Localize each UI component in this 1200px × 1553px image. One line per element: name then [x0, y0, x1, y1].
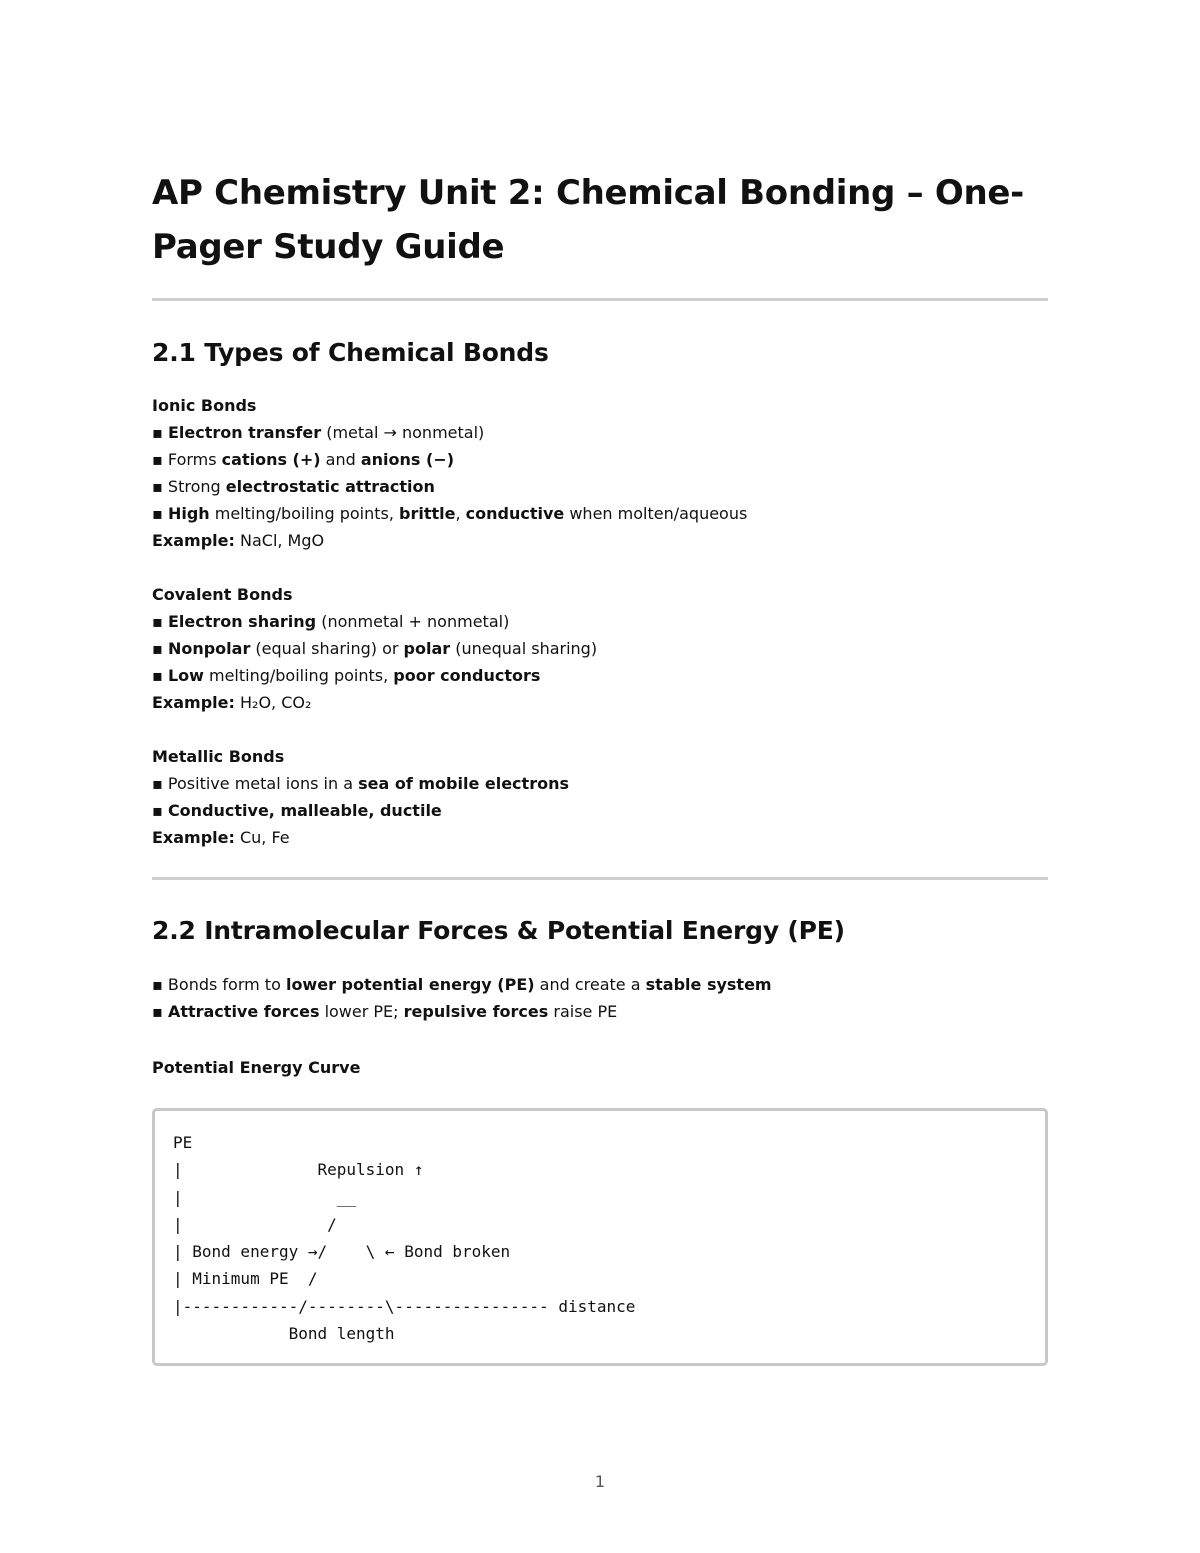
text-run: NaCl, MgO [234, 531, 325, 550]
bold-text: Example: [152, 828, 235, 847]
bold-text: Electron transfer [167, 423, 322, 442]
ionic-bonds-block [152, 392, 1032, 554]
bold-text: Low [167, 666, 204, 685]
text-line [152, 500, 1032, 527]
metallic-bonds-heading: Metallic Bonds [152, 747, 285, 766]
text-line [152, 446, 1032, 473]
text-run: ▪ [152, 639, 168, 658]
text-run: ▪ [152, 801, 168, 820]
text-run: ▪ [152, 423, 168, 442]
text-line [152, 998, 1032, 1025]
text-line [152, 662, 1032, 689]
text-run: ▪ Strong [152, 477, 226, 496]
text-run: , [455, 504, 466, 523]
pe-curve-ascii-diagram: PE | Repulsion ↑ | __ | / | Bond energy →/ \ ← Bond broken | Minimum PE / |------------/--------\---------------- distance Bond length [173, 1133, 636, 1344]
text-run: when molten/aqueous [564, 504, 748, 523]
bold-text: electrostatic attraction [225, 477, 435, 496]
bold-text: repulsive forces [403, 1002, 549, 1021]
bold-text: High [167, 504, 210, 523]
bold-text: lower potential energy (PE) [285, 975, 535, 994]
bold-text: anions (−) [360, 450, 455, 469]
bold-text: polar [403, 639, 451, 658]
text-line [152, 473, 1032, 500]
bold-text: sea of mobile electrons [358, 774, 569, 793]
text-run: (equal sharing) or [250, 639, 404, 658]
bold-text: Electron sharing [167, 612, 317, 631]
bold-text: Conductive, malleable, ductile [167, 801, 442, 820]
text-line [152, 797, 1032, 824]
text-run: ▪ Bonds form to [152, 975, 286, 994]
text-run: ▪ Forms [152, 450, 222, 469]
section-heading-intramolecular-forces: 2.2 Intramolecular Forces & Potential Energy (PE) [152, 916, 845, 945]
pe-curve-code-block [152, 1108, 1048, 1366]
document-title: AP Chemistry Unit 2: Chemical Bonding – One-Pager Study Guide [152, 173, 1024, 267]
text-line [152, 527, 1032, 554]
text-run: ▪ [152, 666, 168, 685]
text-run: (unequal sharing) [450, 639, 598, 658]
text-line [152, 689, 1032, 716]
text-run: ▪ Positive metal ions in a [152, 774, 359, 793]
pe-curve-heading: Potential Energy Curve [152, 1058, 361, 1077]
covalent-bonds-block [152, 581, 1032, 716]
bold-text: brittle [399, 504, 456, 523]
covalent-bonds-lines [152, 608, 1032, 716]
section-heading-types-of-bonds: 2.1 Types of Chemical Bonds [152, 338, 549, 367]
text-run: raise PE [548, 1002, 618, 1021]
page-number: 1 [594, 1472, 606, 1491]
bold-text: conductive [465, 504, 565, 523]
bold-text: Example: [152, 531, 235, 550]
bold-text: Example: [152, 693, 235, 712]
pe-bullets-block [152, 971, 1032, 1025]
bold-text: stable system [645, 975, 772, 994]
metallic-bonds-lines [152, 770, 1032, 851]
text-run: (metal → nonmetal) [321, 423, 485, 442]
text-run: melting/boiling points, [209, 504, 399, 523]
bold-text: Attractive forces [167, 1002, 320, 1021]
text-run: melting/boiling points, [203, 666, 394, 685]
text-run: lower PE; [319, 1002, 404, 1021]
divider [152, 298, 1048, 301]
text-line [152, 770, 1032, 797]
text-run: (nonmetal + nonmetal) [316, 612, 510, 631]
text-line [152, 419, 1032, 446]
covalent-bonds-heading: Covalent Bonds [152, 585, 293, 604]
pe-bullet-lines [152, 971, 1032, 1025]
text-run: ▪ [152, 612, 168, 631]
text-line [152, 635, 1032, 662]
text-line [152, 608, 1032, 635]
divider [152, 877, 1048, 880]
metallic-bonds-block [152, 743, 1032, 851]
text-run: H₂O, CO₂ [234, 693, 312, 712]
text-run: and [320, 450, 361, 469]
ionic-bonds-lines [152, 419, 1032, 554]
ionic-bonds-heading: Ionic Bonds [152, 396, 257, 415]
bold-text: Nonpolar [167, 639, 251, 658]
text-run: Cu, Fe [234, 828, 290, 847]
text-line [152, 971, 1032, 998]
text-run: ▪ [152, 1002, 168, 1021]
bold-text: poor conductors [393, 666, 541, 685]
text-run: and create a [534, 975, 646, 994]
text-line [152, 824, 1032, 851]
pe-curve-heading-block [152, 1054, 1032, 1081]
bold-text: cations (+) [221, 450, 321, 469]
text-run: ▪ [152, 504, 168, 523]
